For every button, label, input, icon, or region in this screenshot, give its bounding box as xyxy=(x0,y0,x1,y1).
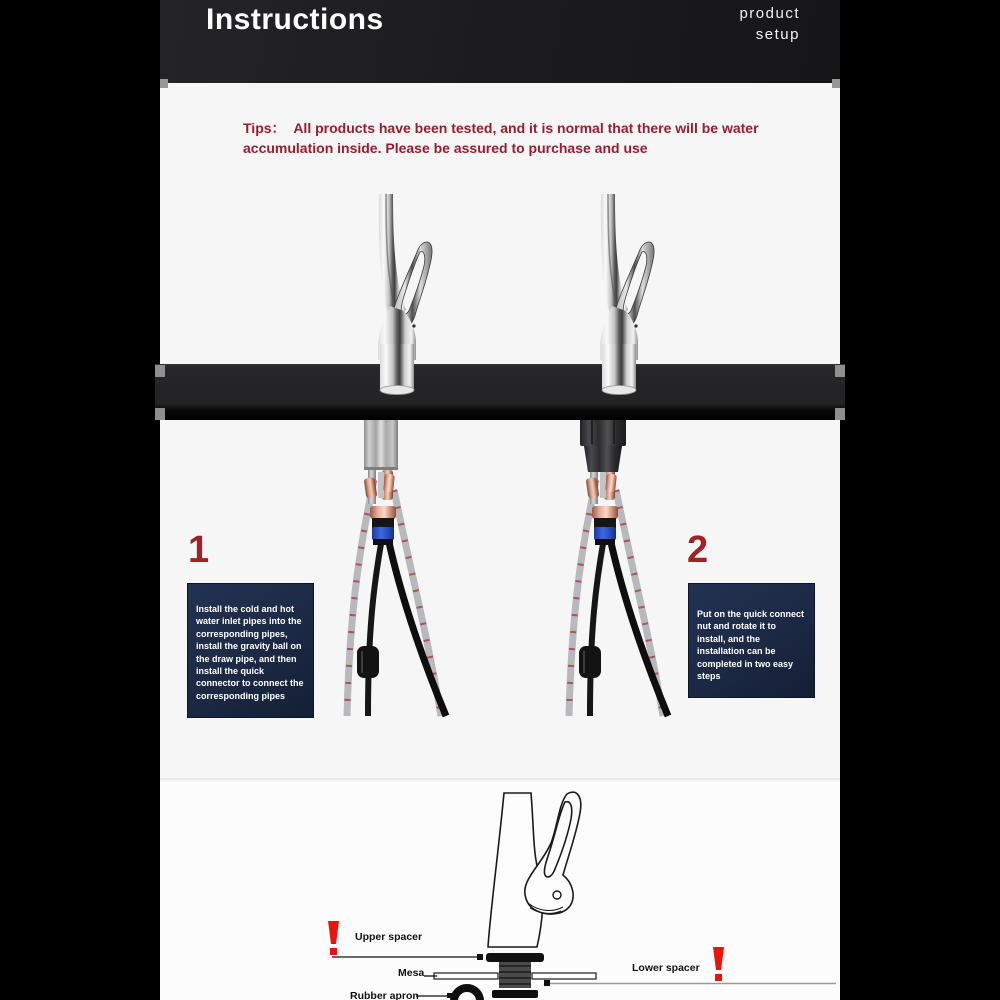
faucet-body-dot xyxy=(634,324,637,327)
faucet-body-dot xyxy=(412,324,415,327)
tips-label: Tips： xyxy=(243,120,286,136)
diagram-mesa-plate-right xyxy=(532,973,596,979)
copper-connector-right xyxy=(383,474,395,493)
step-2-instruction-box: Put on the quick connect nut and rotate it to install, and the installation can be completed in two easy steps xyxy=(688,583,815,698)
faucet-photo-right xyxy=(572,194,662,399)
quick-connect-nut-top xyxy=(580,418,626,446)
gravity-ball xyxy=(357,646,379,678)
silver-connector-mid xyxy=(378,472,384,498)
connector-band xyxy=(373,539,393,545)
alert-exclamation-icon-left xyxy=(328,921,339,955)
faucet-base xyxy=(602,344,636,390)
draw-hose xyxy=(368,538,382,716)
countertop-end-cap xyxy=(155,365,165,377)
header-subtitle-line1: product xyxy=(739,5,800,22)
steel-shank-rim xyxy=(364,467,398,470)
upper-spacer-leader-dot xyxy=(477,954,483,960)
faucet-base xyxy=(380,344,414,390)
lower-spacer-leader-dot xyxy=(544,980,550,986)
header-corner-tab-right xyxy=(832,79,840,88)
copper-connector-right xyxy=(605,474,617,493)
countertop-end-cap xyxy=(835,365,845,377)
step-1-number: 1 xyxy=(188,529,210,571)
step-2-number: 2 xyxy=(687,529,709,571)
gravity-ball xyxy=(579,646,601,678)
draw-hose xyxy=(590,538,604,716)
copper-nut xyxy=(592,506,618,519)
header-subtitle-line2: setup xyxy=(755,26,800,43)
mesa-label: Mesa xyxy=(398,967,425,979)
black-collar xyxy=(372,518,394,528)
countertop-bar xyxy=(155,364,845,420)
header-corner-tab-left xyxy=(160,79,168,88)
faucet-base-rim xyxy=(602,386,636,395)
header-subtitle xyxy=(739,3,800,45)
alert-exclamation-icon-right xyxy=(713,947,724,981)
quick-connect-nut-taper xyxy=(584,446,622,472)
rubber-apron-leader-dot xyxy=(447,993,452,998)
diagram-rubber-apron-ring xyxy=(454,988,480,1000)
connector-band xyxy=(595,539,615,545)
faucet-photo-left xyxy=(350,194,440,399)
section-divider xyxy=(160,778,840,780)
step-1-instruction-box: Install the cold and hot water inlet pipes into the corresponding pipes, install the gravity ball on the draw pipe, and then install the quick connector to connect the corresponding pipes xyxy=(187,583,314,718)
under-sink-assembly-step2 xyxy=(542,418,692,718)
faucet-base-rim xyxy=(380,386,414,395)
tips-text: All products have been tested, and it is normal that there will be water accumulation inside. Please be assured to purchase and use xyxy=(243,120,759,156)
rubber-apron-label: Rubber apron xyxy=(350,990,419,1000)
silver-connector-mid xyxy=(600,472,606,498)
blue-quick-connector xyxy=(372,527,394,540)
under-sink-assembly-step1 xyxy=(320,418,470,718)
black-hose-right xyxy=(388,538,446,716)
tips-note xyxy=(243,118,763,158)
black-hose-right xyxy=(610,538,668,716)
lower-spacer-label: Lower spacer xyxy=(632,962,700,974)
diagram-mesa-plate-left xyxy=(434,973,498,979)
page-title: Instructions xyxy=(206,3,384,36)
diagram-lower-spacer-part xyxy=(492,990,538,998)
content-panel xyxy=(160,0,840,1000)
black-collar xyxy=(594,518,616,528)
countertop-end-cap xyxy=(155,408,165,420)
blue-quick-connector xyxy=(594,527,616,540)
steel-shank xyxy=(364,418,398,470)
upper-spacer-label: Upper spacer xyxy=(355,931,423,943)
diagram-upper-spacer-part xyxy=(486,953,544,962)
header xyxy=(160,0,840,83)
copper-nut xyxy=(370,506,396,519)
countertop-end-cap xyxy=(835,408,845,420)
